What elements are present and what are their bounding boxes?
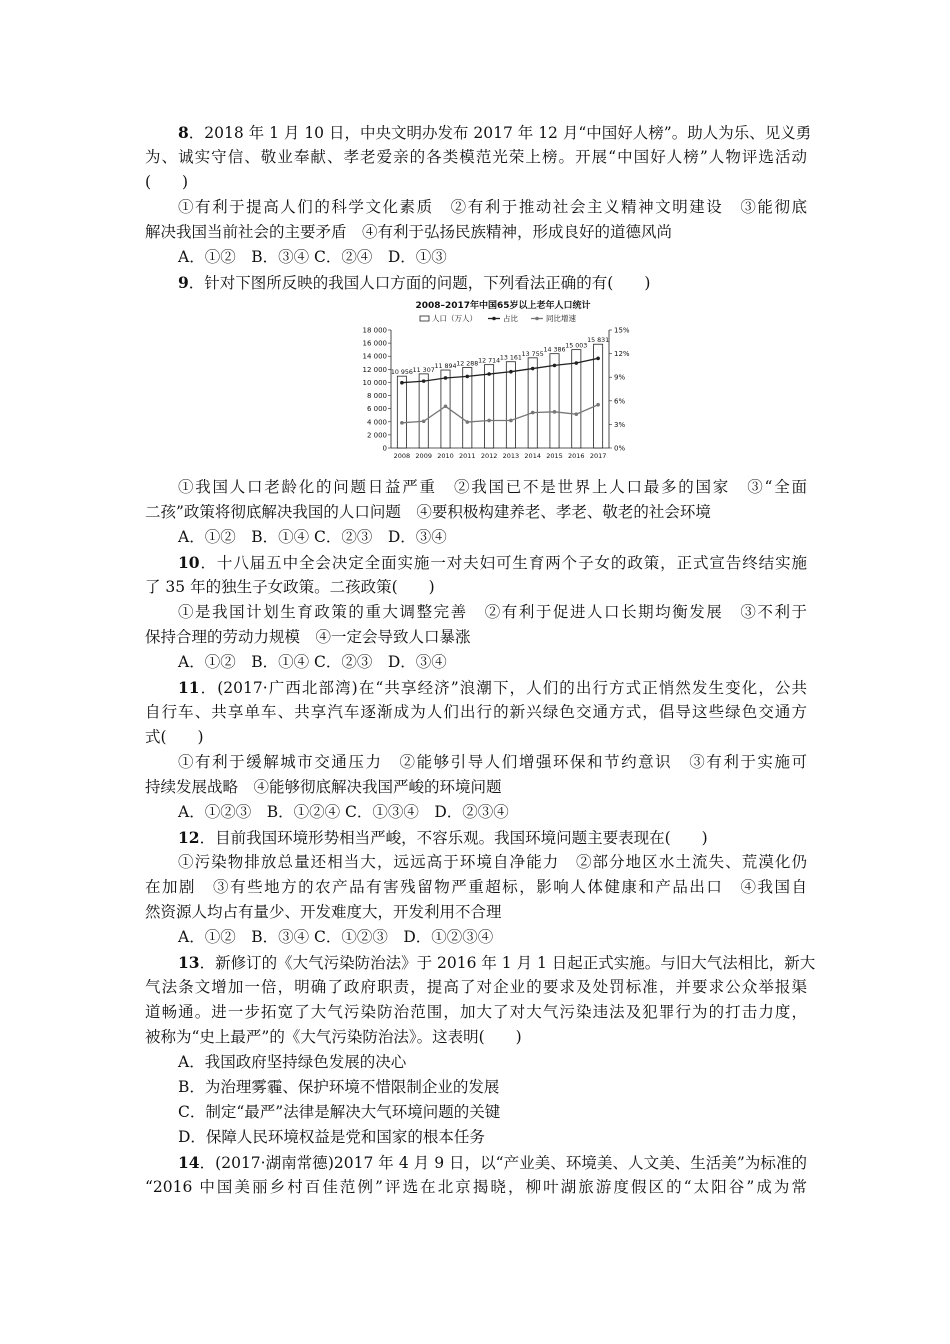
q10-statement-1: ①是我国计划生育政策的重大调整完善 ②有利于促进人口长期均衡发展 ③不利于 bbox=[178, 603, 807, 621]
left-tick-label: 14 000 bbox=[362, 352, 387, 361]
growth-point bbox=[444, 405, 448, 409]
q9-options: A．①② B．①④ C．②③ D．③④ bbox=[178, 528, 447, 546]
bar bbox=[463, 367, 472, 448]
growth-point bbox=[509, 419, 513, 423]
q8-line-2: 为、诚实守信、敬业奉献、孝老爱亲的各类模范光荣上榜。开展“中国好人榜”人物评选活动 bbox=[145, 148, 807, 166]
q10-line-1: 10．十八届五中全会决定全面实施一对夫妇可生育两个子女的政策，正式宣告终结实施 bbox=[178, 553, 807, 572]
q13-choice-c: C．制定“最严”法律是解决大气环境问题的关键 bbox=[178, 1103, 501, 1121]
right-tick-label: 15% bbox=[614, 326, 630, 335]
x-tick-label: 2010 bbox=[437, 452, 454, 460]
x-tick-label: 2013 bbox=[502, 452, 520, 460]
x-tick-label: 2017 bbox=[589, 452, 607, 460]
q13-choice-a: A．我国政府坚持绿色发展的决心 bbox=[178, 1053, 407, 1071]
chart-legend bbox=[420, 313, 576, 323]
q13-line-2: 气法条文增加一倍，明确了政府职责，提高了对企业的要求及处罚标准，并要求公众举报渠 bbox=[145, 978, 807, 996]
growth-series-line bbox=[402, 405, 598, 423]
q12-statement-1: ①污染物排放总量还相当大，远远高于环境自净能力 ②部分地区水土流失、荒漠化仍 bbox=[178, 853, 807, 871]
bar bbox=[397, 376, 406, 448]
growth-point bbox=[400, 421, 404, 425]
legend-bar-swatch bbox=[420, 316, 429, 321]
x-tick-label: 2015 bbox=[546, 452, 563, 460]
right-tick-label: 3% bbox=[614, 420, 626, 429]
q8-number: 8 bbox=[178, 123, 189, 142]
q12-number: 12 bbox=[178, 828, 200, 847]
q10-number: 10 bbox=[178, 553, 200, 572]
legend-label: 占比 bbox=[503, 314, 518, 323]
ratio-point bbox=[466, 375, 470, 379]
bar-value-label: 11 894 bbox=[434, 363, 457, 371]
ratio-point bbox=[444, 376, 448, 380]
q8-options: A．①② B．③④ C．②④ D．①③ bbox=[178, 248, 447, 266]
bar-value-label: 15 003 bbox=[565, 342, 588, 350]
q13-choice-b: B．为治理雾霾、保护环境不惜限制企业的发展 bbox=[178, 1078, 500, 1096]
left-tick-label: 2 000 bbox=[366, 431, 387, 440]
q11-line-1: 11．(2017·广西北部湾)在“共享经济”浪潮下，人们的出行方式正悄然发生变化，公共 bbox=[178, 678, 807, 697]
q9-number: 9 bbox=[178, 273, 189, 292]
q12-options: A．①② B．③④ C．①②③ D．①②③④ bbox=[178, 928, 494, 946]
x-tick-label: 2012 bbox=[480, 452, 498, 460]
bar-value-label: 12 714 bbox=[478, 357, 501, 365]
bar bbox=[528, 358, 537, 448]
q12-stem: 12．目前我国环境形势相当严峻，不容乐观。我国环境问题主要表现在( ) bbox=[178, 828, 708, 847]
q13-line-4: 被称为“史上最严”的《大气污染防治法》。这表明( ) bbox=[145, 1028, 522, 1046]
exam-page bbox=[145, 120, 816, 1200]
legend-label: 同比增速 bbox=[546, 314, 576, 323]
growth-point bbox=[487, 419, 491, 423]
q11-statement-2: 持续发展战略 ④能够彻底解决我国严峻的环境问题 bbox=[145, 778, 502, 796]
x-tick-label: 2009 bbox=[415, 452, 432, 460]
ratio-point bbox=[509, 370, 513, 374]
bar bbox=[550, 354, 559, 448]
x-tick-label: 2016 bbox=[568, 452, 585, 460]
bar-value-label: 15 831 bbox=[587, 337, 610, 345]
right-tick-label: 12% bbox=[614, 350, 630, 359]
right-tick-label: 9% bbox=[614, 373, 626, 382]
q8-statement-2: 解决我国当前社会的主要矛盾 ④有利于弘扬民族精神，形成良好的道德风尚 bbox=[145, 223, 673, 241]
bar-value-label: 13 755 bbox=[521, 350, 544, 358]
bar-value-label: 10 956 bbox=[390, 369, 413, 377]
q8-statement-1: ①有利于提高人们的科学文化素质 ②有利于推动社会主义精神文明建设 ③能彻底 bbox=[178, 198, 807, 216]
q10-statement-2: 保持合理的劳动力规模 ④一定会导致人口暴涨 bbox=[145, 628, 471, 646]
q11-statement-1: ①有利于缓解城市交通压力 ②能够引导人们增强环保和节约意识 ③有利于实施可 bbox=[178, 753, 807, 771]
bar bbox=[485, 365, 494, 448]
q13-number: 13 bbox=[178, 953, 200, 972]
right-tick-label: 0% bbox=[614, 444, 626, 453]
q11-number: 11 bbox=[178, 678, 200, 697]
q8-line-1: 8．2018 年 1 月 10 日，中央文明办发布 2017 年 12 月“中国好人榜”。助人为乐、见义勇 bbox=[178, 123, 812, 142]
q9-stem: 9．针对下图所反映的我国人口方面的问题，下列看法正确的有( ) bbox=[178, 273, 651, 292]
chart-title: 2008–2017年中国65岁以上老年人口统计 bbox=[415, 301, 591, 311]
x-tick-label: 2014 bbox=[524, 452, 541, 460]
population-chart bbox=[353, 298, 653, 470]
bar bbox=[506, 362, 515, 448]
q10-options: A．①② B．①④ C．②③ D．③④ bbox=[178, 653, 447, 671]
ratio-point bbox=[531, 367, 535, 371]
ratio-point bbox=[400, 381, 404, 385]
q14-number: 14 bbox=[178, 1153, 200, 1172]
legend-ratio-marker bbox=[492, 317, 496, 321]
q10-line-2: 了 35 年的独生子女政策。二孩政策( ) bbox=[145, 578, 435, 596]
legend-growth-marker bbox=[535, 317, 539, 321]
q12-statement-3: 然资源人均占有量少、开发难度大，开发利用不合理 bbox=[145, 903, 502, 921]
growth-point bbox=[531, 411, 535, 415]
bar-value-label: 11 307 bbox=[412, 366, 435, 374]
x-tick-label: 2008 bbox=[393, 452, 411, 460]
bar-value-label: 14 386 bbox=[543, 346, 566, 354]
left-tick-label: 18 000 bbox=[362, 326, 387, 335]
growth-point bbox=[553, 410, 557, 414]
q11-line-3: 式( ) bbox=[145, 728, 204, 746]
ratio-point bbox=[487, 372, 491, 376]
q14-line-2: “2016 中国美丽乡村百佳范例”评选在北京揭晓，柳叶湖旅游度假区的“太阳谷”成为常 bbox=[145, 1178, 807, 1196]
q14-line-1: 14．(2017·湖南常德)2017 年 4 月 9 日，以“产业美、环境美、人文美、生活美”为标准的 bbox=[178, 1153, 807, 1172]
q11-line-2: 自行车、共享单车、共享汽车逐渐成为人们出行的新兴绿色交通方式，倡导这些绿色交通方 bbox=[145, 703, 807, 721]
growth-point bbox=[575, 412, 579, 416]
growth-point bbox=[422, 419, 426, 423]
left-tick-label: 10 000 bbox=[362, 378, 387, 387]
left-tick-label: 0 bbox=[382, 444, 387, 453]
ratio-point bbox=[422, 379, 426, 383]
q11-options: A．①②③ B．①②④ C．①③④ D．②③④ bbox=[178, 803, 509, 821]
chart-bars bbox=[391, 337, 609, 448]
left-tick-label: 16 000 bbox=[362, 339, 387, 348]
left-tick-label: 12 000 bbox=[362, 365, 387, 374]
q8-line-3: ( ) bbox=[145, 173, 189, 191]
q9-statement-1: ①我国人口老龄化的问题日益严重 ②我国已不是世界上人口最多的国家 ③“全面 bbox=[178, 478, 807, 496]
bar-value-label: 13 161 bbox=[499, 354, 522, 362]
q13-line-1: 13．新修订的《大气污染防治法》于 2016 年 1 月 1 日起正式实施。与旧大气法相比，新大 bbox=[178, 953, 816, 972]
left-tick-label: 6 000 bbox=[366, 405, 387, 414]
ratio-point bbox=[596, 357, 600, 361]
left-tick-label: 8 000 bbox=[366, 392, 387, 401]
q12-statement-2: 在加剧 ③有些地方的农产品有害残留物严重超标，影响人体健康和产品出口 ④我国自 bbox=[145, 878, 807, 896]
ratio-point bbox=[553, 364, 557, 368]
legend-label: 人口（万人） bbox=[432, 314, 477, 323]
q9-statement-2: 二孩”政策将彻底解决我国的人口问题 ④要积极构建养老、孝老、敬老的社会环境 bbox=[145, 503, 711, 521]
q13-line-3: 道畅通。进一步拓宽了大气污染防治范围，加大了对大气污染违法及犯罪行为的打击力度， bbox=[145, 1003, 807, 1021]
ratio-point bbox=[575, 361, 579, 365]
q13-choice-d: D．保障人民环境权益是党和国家的根本任务 bbox=[178, 1128, 485, 1146]
chart-container bbox=[145, 298, 807, 473]
x-tick-label: 2011 bbox=[459, 452, 476, 460]
bar-value-label: 12 288 bbox=[456, 360, 479, 368]
right-tick-label: 6% bbox=[614, 397, 626, 406]
left-tick-label: 4 000 bbox=[366, 418, 387, 427]
bar bbox=[419, 374, 428, 448]
growth-point bbox=[596, 403, 600, 407]
growth-point bbox=[466, 420, 470, 424]
